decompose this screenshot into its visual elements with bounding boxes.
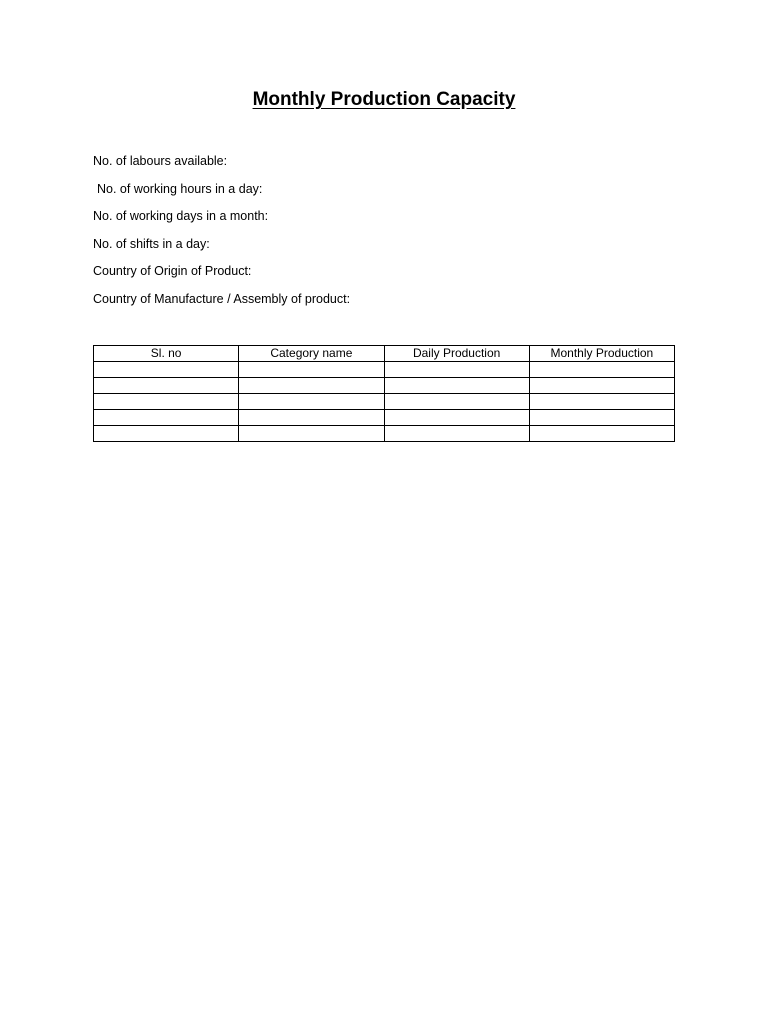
- table-cell: [94, 426, 239, 442]
- table-cell: [384, 378, 529, 394]
- capacity-fields: [93, 153, 693, 318]
- table-cell: [529, 410, 674, 426]
- field-working-hours: No. of working hours in a day:: [97, 181, 263, 196]
- table-cell: [94, 410, 239, 426]
- field-working-days: No. of working days in a month:: [93, 209, 269, 223]
- table-cell: [384, 362, 529, 378]
- table-row: [94, 394, 675, 410]
- table-row: [94, 362, 675, 378]
- table-row: [94, 410, 675, 426]
- field-shifts: No. of shifts in a day:: [93, 236, 210, 251]
- table-cell: [529, 426, 674, 442]
- table-cell: [529, 378, 674, 394]
- table-cell: [239, 394, 384, 410]
- table-cell: [94, 362, 239, 378]
- page-title: Monthly Production Capacity: [252, 89, 516, 110]
- table-row: [94, 426, 675, 442]
- table-cell: [384, 426, 529, 442]
- table-cell: [239, 362, 384, 378]
- table-cell: [384, 394, 529, 410]
- field-labours-available: No. of labours available:: [93, 154, 228, 168]
- header-monthly-production: Monthly Production: [529, 346, 674, 362]
- table-cell: [239, 410, 384, 426]
- table-cell: [94, 394, 239, 410]
- header-category-name: Category name: [239, 346, 384, 362]
- table-row: [94, 378, 675, 394]
- production-table: [93, 345, 675, 442]
- table-cell: [529, 394, 674, 410]
- field-country-manufacture: Country of Manufacture / Assembly of product:: [93, 291, 351, 306]
- field-country-origin: Country of Origin of Product:: [93, 264, 252, 278]
- table-cell: [239, 378, 384, 394]
- table-cell: [94, 378, 239, 394]
- table-cell: [529, 362, 674, 378]
- header-daily-production: Daily Production: [384, 346, 529, 362]
- table-cell: [239, 426, 384, 442]
- header-sl-no: Sl. no: [94, 346, 239, 362]
- table-cell: [384, 410, 529, 426]
- table-header-row: [94, 346, 675, 362]
